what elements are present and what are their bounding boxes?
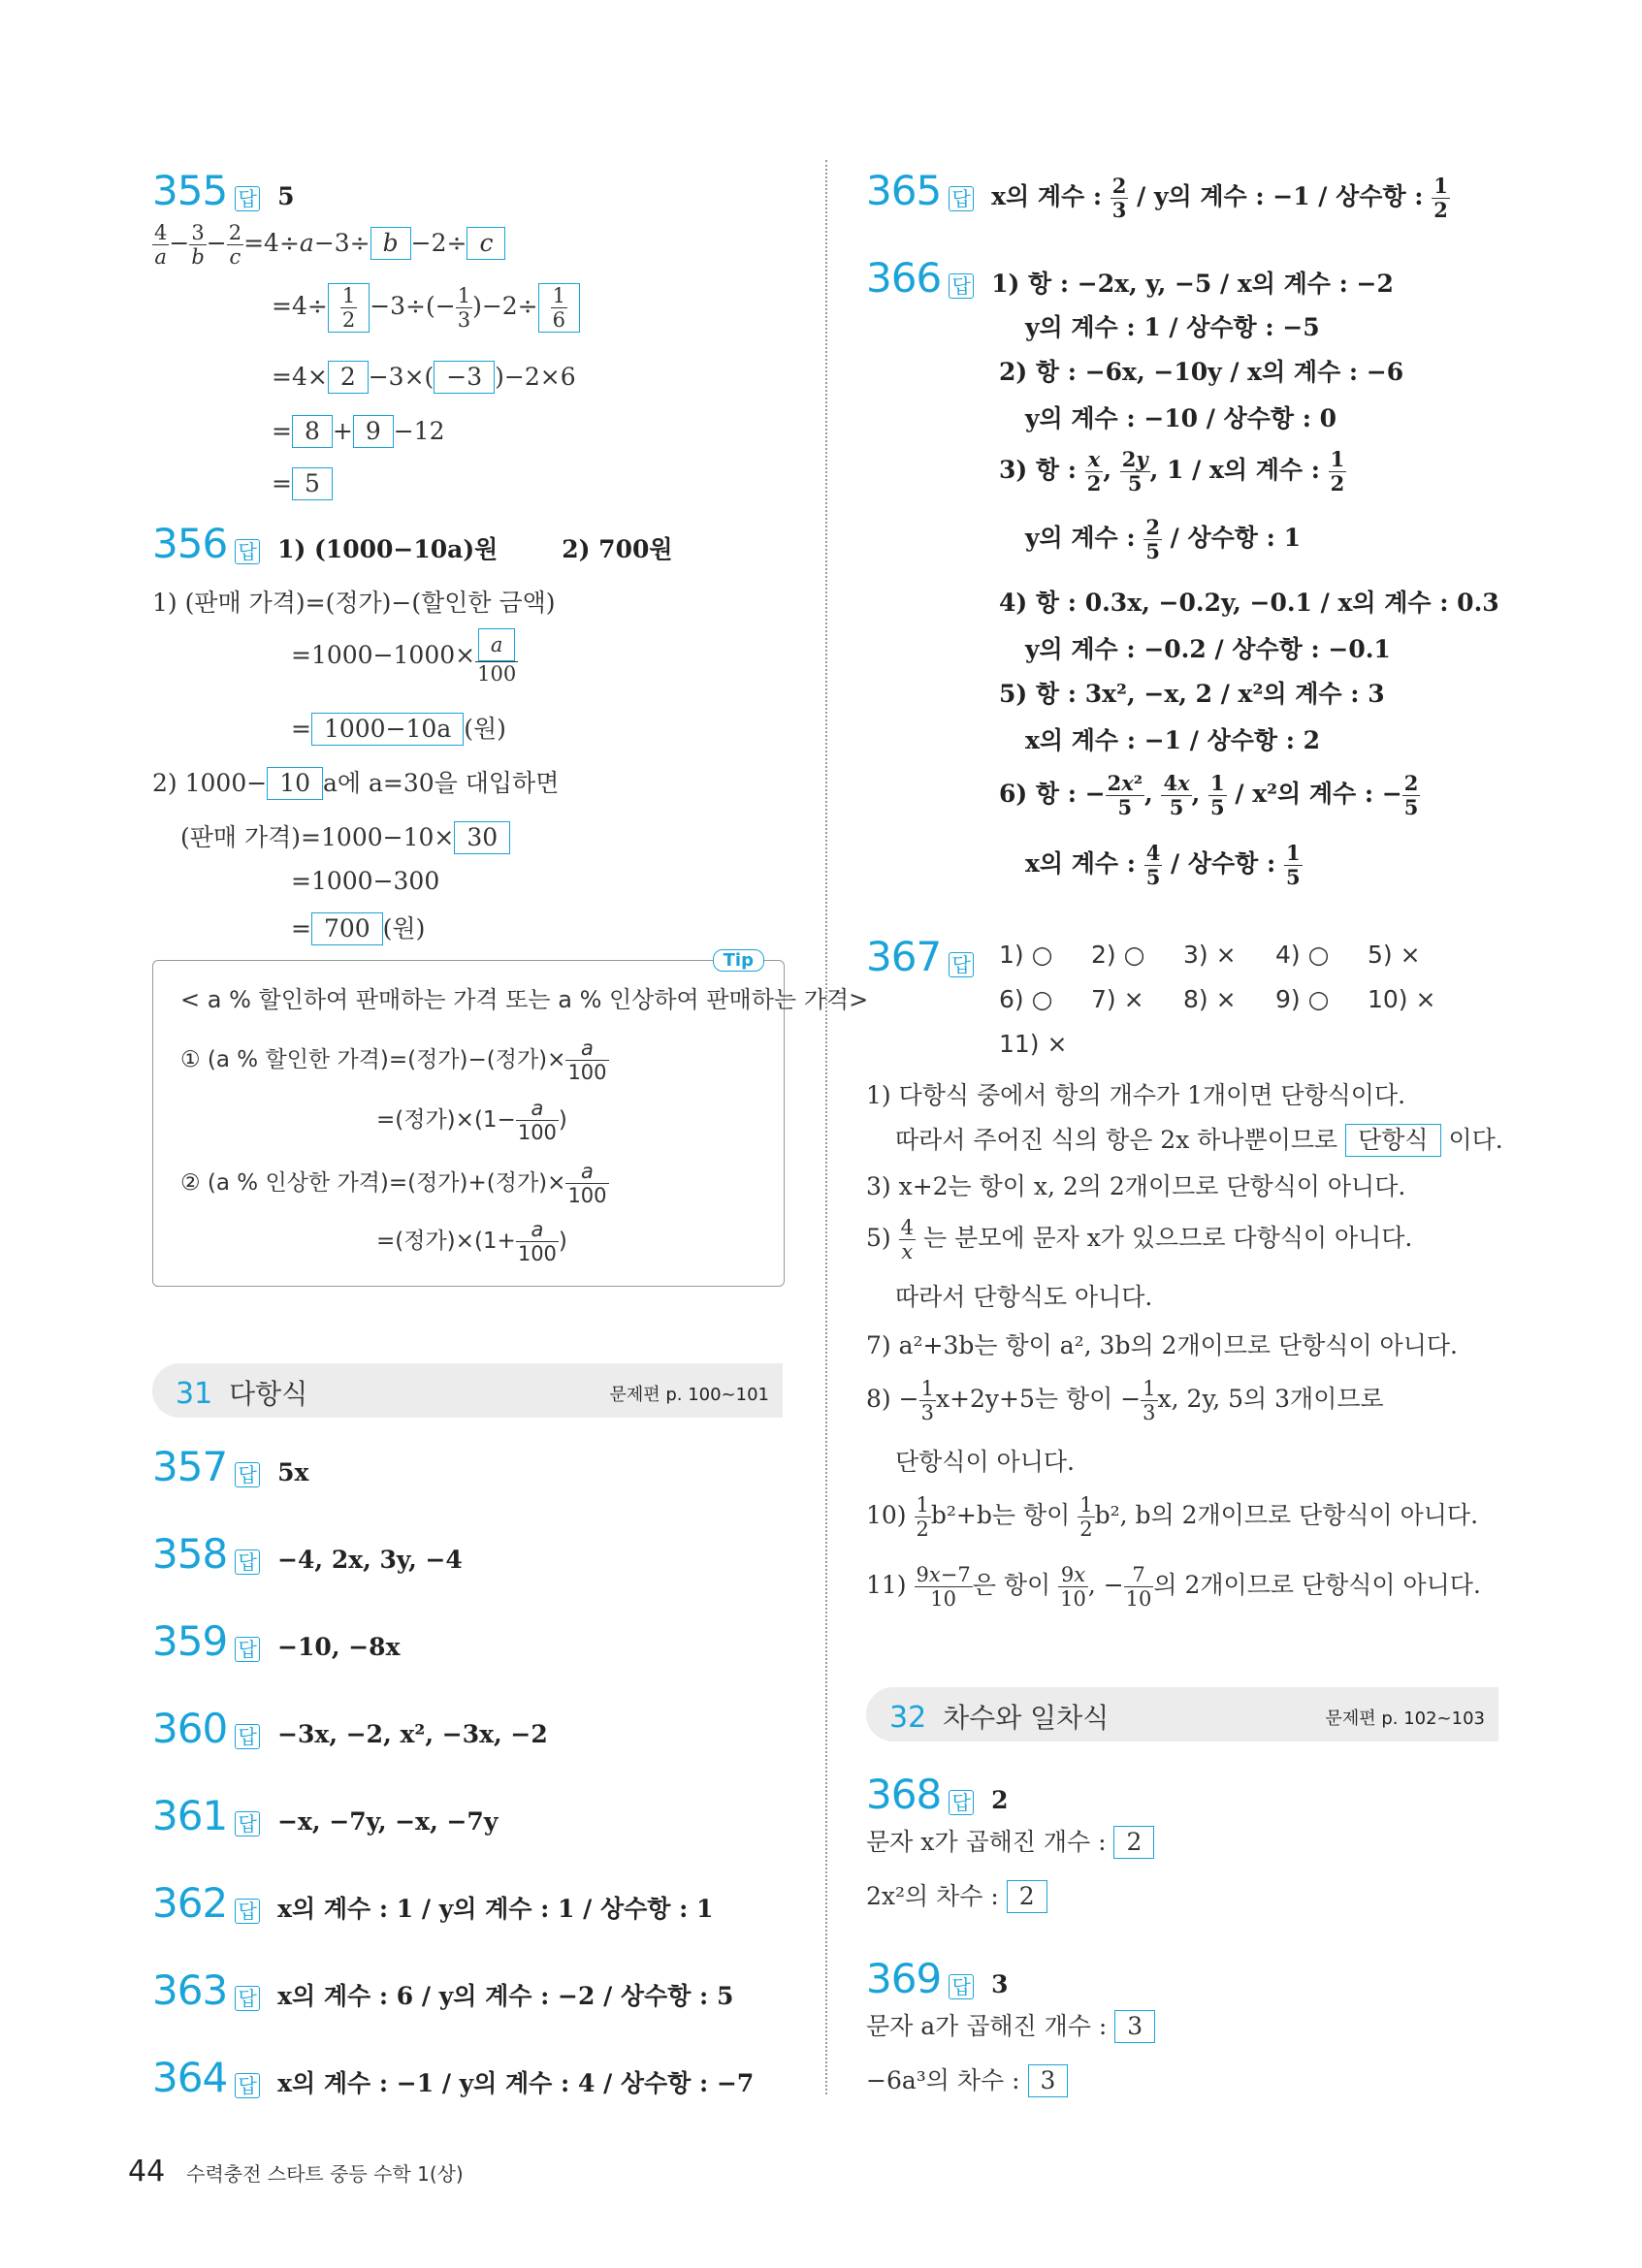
answer-line: 1) 항 : −2x, y, −5 / x의 계수 : −2 [991,270,1394,298]
section-title [176,1373,307,1412]
text: 2x²의 차수 : [866,1882,999,1910]
mark: 11) × [999,1030,1068,1058]
section-title [889,1697,1109,1736]
text: / x²의 계수 : − [1226,780,1402,808]
answer-badge: 답 [235,1899,260,1924]
answer: 1) (1000−10a)원 [277,535,499,563]
problem-number: 357 [152,1443,228,1490]
blank: 단항식 [1345,1124,1440,1157]
solution-line [866,1877,1047,1913]
answer: x의 계수 : [991,182,1111,210]
blank: 3 [1114,2010,1155,2043]
answer: 2) 700원 [562,535,673,563]
text: =(정가)× [376,1229,474,1254]
section-number: 32 [889,1701,927,1735]
text: = [291,715,311,743]
answer-badge: 답 [235,1462,260,1487]
tip-title: < a % 할인하여 판매하는 가격 또는 a % 인상하여 판매하는 가격> [180,986,869,1013]
problem-365: 365 답 x의 계수 : $\frac{2}{3}$ / y의 계수 : −1 / 상수항 : $\frac{1}{2}$ [866,167,1448,222]
text: (판매 가격)=1000−10× [180,823,455,851]
answer-line: y의 계수 : −0.2 / 상수항 : −0.1 [1025,635,1391,663]
explanation-line: 7) a²+3b는 항이 a², 3b의 2개이므로 단항식이 아니다. [866,1331,1458,1359]
answer-badge: 답 [949,1790,974,1815]
answer: −x, −7y, −x, −7y [277,1807,499,1836]
tip-tag: Tip [713,949,764,972]
mark: 7) × [1091,985,1144,1013]
solution-line [291,710,506,746]
solution-line [866,1823,1154,1859]
section-ref: 문제편 p. 100~101 [609,1385,769,1405]
text: 의 2개이므로 단항식이 아니다. [1153,1571,1481,1599]
problem-number: 367 [866,933,942,980]
text: 문자 a가 곱해진 개수 : [866,2012,1108,2040]
answer: x의 계수 : 1 / y의 계수 : 1 / 상수항 : 1 [277,1895,714,1923]
answer-line: y의 계수 : $\frac{2}{5}$ / 상수항 : 1 [1025,515,1301,563]
solution-line [866,2061,1068,2097]
problem-number: 365 [866,167,942,214]
answer: −10, −8x [277,1633,401,1661]
blank: 700 [311,912,383,945]
text: (원) [382,914,426,942]
section-name: 다항식 [229,1378,308,1410]
section-header-31 [152,1363,783,1418]
problem-number: 358 [152,1530,228,1578]
answer-badge: 답 [949,952,974,977]
mark: 6) ○ [999,985,1053,1013]
section-number: 31 [176,1377,213,1411]
solution-line: = 5 [272,467,333,500]
text: 이다. [1448,1126,1503,1154]
answer-badge: 답 [235,1637,260,1662]
text: y의 계수 : [1025,524,1144,552]
text: x, 2y, 5의 3개이므로 [1157,1385,1384,1413]
text: / 상수항 : 1 [1161,524,1301,552]
tip-row: ① (a % 할인한 가격)=(정가)−(정가)× $\frac{a}{100}$ [180,1037,607,1084]
blank: 2 [1113,1826,1154,1859]
text: 1 / x의 계수 : [1158,456,1329,484]
page-footer [128,2155,464,2188]
section-name: 차수와 일차식 [943,1702,1110,1734]
solution-line: =1000−300 [291,867,440,895]
text: 11) [866,1571,907,1599]
problem-number: 363 [152,1966,228,2014]
text: , − [1087,1571,1124,1599]
answer-badge: 답 [235,1549,260,1575]
explanation-line: 따라서 단항식도 아니다. [895,1283,1153,1311]
problem-number: 359 [152,1617,228,1665]
mark: 10) × [1368,985,1436,1013]
text: (원) [464,715,506,743]
text: −6a³의 차수 : [866,2066,1020,2094]
answer: 5 [277,182,295,210]
explanation-line: 11) $\frac{9x-7}{10}$ 은 항이 $\frac{9x}{10}$ , − $\frac{7}{10}$ 의 2개이므로 단항식이 아니다. [866,1563,1481,1611]
answer-line: 4) 항 : 0.3x, −0.2y, −0.1 / x의 계수 : 0.3 [999,589,1499,617]
blank: 10 [267,767,323,800]
answer: −3x, −2, x², −3x, −2 [277,1720,548,1748]
answer-badge: 답 [235,2073,260,2098]
answer-line: y의 계수 : 1 / 상수항 : −5 [1025,313,1320,341]
mark: 9) ○ [1275,985,1330,1013]
mark: 3) × [1183,941,1237,969]
problem-number: 360 [152,1705,228,1752]
solution-line [291,910,425,945]
explanation-line: 단항식이 아니다. [895,1448,1075,1476]
explanation-line: 1) 다항식 중에서 항의 개수가 1개이면 단항식이다. [866,1081,1406,1109]
answer: / y의 계수 : −1 / 상수항 : [1128,182,1433,210]
column-divider [825,160,827,2094]
mark: 2) ○ [1091,941,1145,969]
problem-368 [866,1771,1008,1818]
text: / 상수항 : [1162,849,1284,878]
mark: 4) ○ [1275,941,1330,969]
text: ① (a % 할인한 가격)=(정가)−(정가)× [180,1047,566,1072]
problem-359 [152,1617,400,1665]
problem-369 [866,1955,1008,2002]
answer-badge: 답 [235,539,260,564]
answer-line: 6) 항 : − $\frac{\text{2x²}}{5}$ , $\frac{4x}{5}$ , $\frac{1}{5}$ / x²의 계수 : − $\frac{2}{5}$ [999,771,1419,819]
answer-line: 2) 항 : −6x, −10y / x의 계수 : −6 [999,358,1404,386]
answer: −4, 2x, 3y, −4 [277,1546,463,1574]
answer-line: x의 계수 : −1 / 상수항 : 2 [1025,726,1321,754]
solution-line [152,764,559,800]
text: 따라서 주어진 식의 항은 2x 하나뿐이므로 [895,1126,1338,1154]
blank: 1000−10a [311,713,464,746]
answer: 5x [277,1458,309,1486]
problem-364 [152,2054,754,2101]
problem-number: 356 [152,520,228,567]
problem-366 [866,254,1394,302]
problem-number: 366 [866,254,942,302]
solution-line: =4× 2 −3×( −3 )−2×6 [272,361,576,394]
text: 2) 1000− [152,769,268,797]
mark: 1) ○ [999,941,1053,969]
mark: 5) × [1368,941,1421,969]
explanation-line: 5) $\frac{4}{x}$ 는 분모에 문자 x가 있으므로 다항식이 아니다. [866,1216,1413,1263]
blank: 30 [454,821,510,854]
answer: 2 [991,1786,1009,1814]
problem-362 [152,1879,713,1927]
text: 5) [866,1224,891,1252]
page-number: 44 [128,2155,166,2188]
problem-number: 355 [152,167,228,214]
tip-box [152,950,869,1287]
blank: 2 [1007,1880,1047,1913]
text: b²+b는 항이 [930,1501,1071,1529]
solution-line: =1000−1000× $\frac{a}{100}$ [291,628,518,686]
problem-358 [152,1530,463,1578]
solution-line [866,2007,1155,2043]
text: ② (a % 인상한 가격)=(정가)+(정가)× [180,1170,566,1196]
problem-361 [152,1792,498,1839]
text: =(정가)× [376,1107,474,1133]
tip-row: ② (a % 인상한 가격)=(정가)+(정가)× $\frac{a}{100}$ [180,1160,607,1207]
answer-badge: 답 [235,1724,260,1749]
problem-number: 369 [866,1955,942,2002]
answer-badge: 답 [235,1811,260,1837]
explanation-line: 3) x+2는 항이 x, 2의 2개이므로 단항식이 아니다. [866,1172,1406,1200]
answer-line: x의 계수 : $\frac{4}{5}$ / 상수항 : $\frac{1}{5}$ [1025,841,1301,889]
problem-number: 364 [152,2054,228,2101]
answer-line: 5) 항 : 3x², −x, 2 / x²의 계수 : 3 [999,680,1385,708]
problem-number: 362 [152,1879,228,1927]
answer: x의 계수 : −1 / y의 계수 : 4 / 상수항 : −7 [277,2069,755,2097]
text: a에 a=30을 대입하면 [323,769,560,797]
text: 6) 항 : − [999,780,1106,808]
solution-line: 1) (판매 가격)=(정가)−(할인한 금액) [152,589,556,617]
section-ref: 문제편 p. 102~103 [1325,1709,1485,1729]
answer: 3 [991,1970,1009,1998]
text: x+2y+5는 항이 − [935,1385,1142,1413]
answer-badge: 답 [949,186,974,211]
problem-357 [152,1443,308,1490]
problem-356 [152,520,673,567]
section-header-32 [866,1687,1498,1741]
text: =1000−1000× [291,641,476,669]
text: = [291,914,311,942]
explanation-line: 8) − $\frac{1}{3}$ x+2y+5는 항이 − $\frac{1}{3}$ x, 2y, 5의 3개이므로 [866,1377,1384,1424]
explanation-line [895,1121,1503,1157]
answer-badge: 답 [235,1986,260,2011]
text: 3) 항 : [999,456,1085,484]
problem-number: 368 [866,1771,942,1818]
solution-line [180,818,510,854]
text: 는 분모에 문자 x가 있으므로 다항식이 아니다. [922,1224,1413,1252]
problem-355 [152,167,294,214]
answer-badge: 답 [949,273,974,299]
text: b², b의 2개이므로 단항식이 아니다. [1094,1501,1479,1529]
problem-363 [152,1966,733,2014]
solution-line: $\frac{4}{a}$ − $\frac{3}{b}$ − $\frac{2}{c}$ =4÷a−3÷ b −2÷ c [152,221,505,269]
text: x의 계수 : [1025,849,1144,878]
problem-number: 361 [152,1792,228,1839]
answer-badge: 답 [235,186,260,211]
text: 10) [866,1501,907,1529]
solution-line: =4÷ $\frac{1}{2}$ −3÷(− $\frac{1}{3}$ )−2÷ $\frac{1}{6}$ [272,283,580,333]
book-title: 수력충전 스타트 중등 수학 1(상) [186,2162,464,2186]
explanation-line: 10) $\frac{1}{2}$ b²+b는 항이 $\frac{1}{2}$ b², b의 2개이므로 단항식이 아니다. [866,1493,1479,1541]
text: 8) − [866,1385,919,1413]
problem-360 [152,1705,548,1752]
text: 은 항이 [972,1571,1051,1599]
answer-line: y의 계수 : −10 / 상수항 : 0 [1025,404,1337,432]
answer: x의 계수 : 6 / y의 계수 : −2 / 상수항 : 5 [277,1982,734,2010]
solution-line: = 8 + 9 −12 [272,415,444,448]
answer-line: 3) 항 : $\frac{x}{2}$ , $\frac{2y}{5}$ , 1 / x의 계수 : $\frac{1}{2}$ [999,447,1345,495]
answer-badge: 답 [949,1974,974,1999]
blank: 3 [1028,2064,1069,2097]
mark: 8) × [1183,985,1237,1013]
text: 문자 x가 곱해진 개수 : [866,1828,1107,1856]
tip-row: =(정가)×(1− $\frac{a}{100}$ ) [376,1097,567,1144]
problem-367 [866,933,983,980]
tip-row: =(정가)×(1+ $\frac{a}{100}$ ) [376,1218,567,1265]
